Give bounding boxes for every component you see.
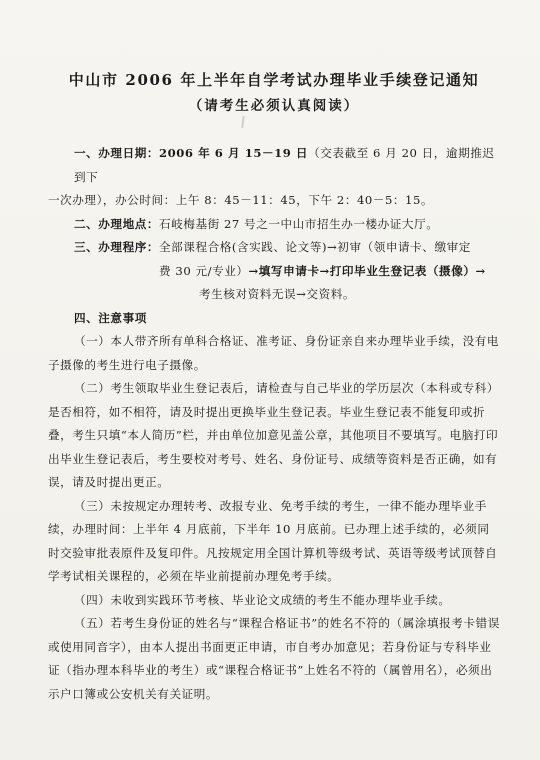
procedure-line-2b: →填写申请卡→打印毕业生登记表（摄像）→ xyxy=(248,263,486,278)
section-date-label: 一、办理日期： xyxy=(74,146,160,160)
section-procedure-label: 三、办理程序： xyxy=(74,240,160,254)
note-item-2: （二）考生领取毕业生登记表后，请检查与自己毕业的学历层次（本科或专科）是否相符，如不相符，请及时提出更换毕业生登记表。毕业生登记表不能复印或折叠，考生只填“本人简历”栏，并由单位加意见盖公章，其他项目不要填写。电脑打印出毕业生登记表后，考生要校对考号、姓名、身份证号、成绩等资料是否正确，如有误，请及时提出更正。 xyxy=(48,381,500,489)
section-date-range: 2006 年 6 月 15－19 日 xyxy=(159,146,309,160)
procedure-line-1: 全部课程合格(含实践、论文等)→初审（领申请卡、缴审定 xyxy=(159,240,471,254)
note-item-4: （四）未收到实践环节考核、毕业论文成绩的考生不能办理毕业手续。 xyxy=(74,592,451,607)
section-procedure xyxy=(48,236,500,307)
section-date-continuation: 一次办理），办公时间：上午 8：45－11：45，下午 2：40－5：15。 xyxy=(48,193,434,207)
document-title: 中山市 2006 年上半年自学考试办理毕业手续登记通知 xyxy=(68,71,480,89)
section-date-text-1: （交表截至 6 月 20 日，逾期推迟到下 xyxy=(74,146,495,184)
section-notes-heading: 四、注意事项 xyxy=(74,310,147,325)
section-location xyxy=(48,213,500,237)
document-subtitle: （请考生必须认真阅读） xyxy=(188,98,360,114)
note-item-5: （五）若考生身份证的姓名与“课程合格证书”的姓名不符的（属涂填报考卡错误或使用同音字），由本人提出书面更正申请，市自考办加意见；若身份证与专科毕业证（指办理本科毕业的考生）或“课程合格证书”上姓名不符的（属曾用名），必须出示户口簿或公安机关有关证明。 xyxy=(48,616,500,701)
procedure-line-2a: 费 30 元/专业） xyxy=(159,263,249,278)
document-body xyxy=(48,142,500,706)
section-date xyxy=(48,142,500,189)
note-item-3: （三）未按规定办理转考、改报专业、免考手续的考生，一律不能办理毕业手续，办理时间：上半年 4 月底前，下半年 10 月底前。已办理上述手续的，必须同时交验审批表原件及复印件。凡按规定用全国计算机等级考试、英语等级考试顶替自学考试相关课程的，必须在毕业前提前办理免考手续。 xyxy=(48,498,498,583)
procedure-line-2 xyxy=(159,260,500,284)
pen-mark xyxy=(241,116,245,128)
section-location-label: 二、办理地点： xyxy=(74,216,160,231)
note-item-1: （一）本人带齐所有单科合格证、准考证、身份证亲自来办理毕业手续，没有电子摄像的考生进行电子摄像。 xyxy=(48,334,500,372)
section-location-text: 石岐梅基街 27 号之一中山市招生办一楼办证大厅。 xyxy=(159,216,439,231)
section-procedure-steps xyxy=(159,236,500,307)
procedure-line-3: 考生核对资料无误→交资料。 xyxy=(199,287,356,301)
